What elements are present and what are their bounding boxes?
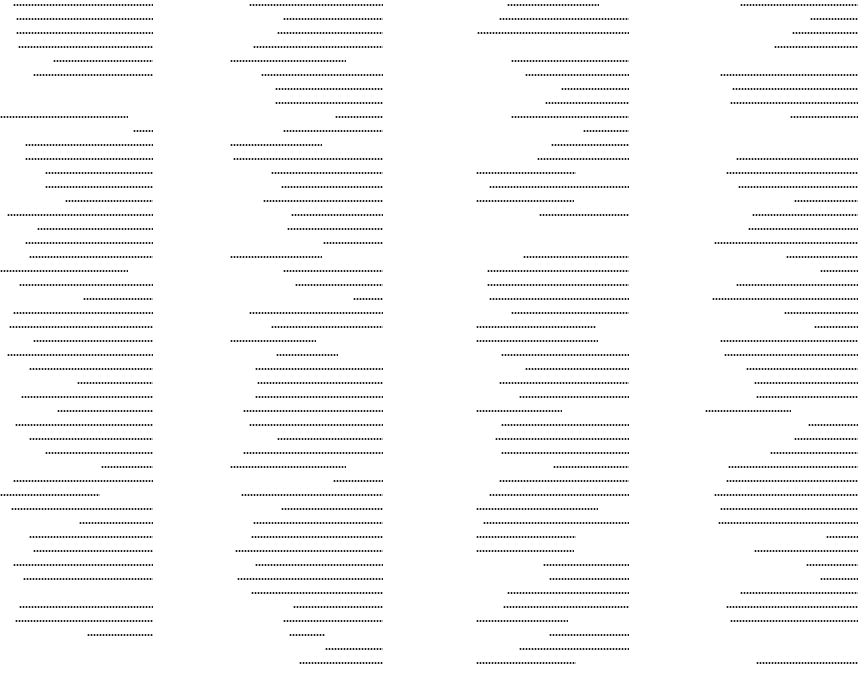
dot-leader: [237, 578, 383, 580]
dot-leader: [732, 88, 858, 90]
dot-leader: [501, 424, 629, 426]
dot-leader: [511, 312, 629, 314]
dot-leader: [792, 32, 858, 34]
dot-leader: [241, 494, 383, 496]
dot-leader: [25, 158, 153, 160]
dot-leader: [29, 256, 153, 258]
dot-leader: [275, 88, 383, 90]
dot-leader: [525, 368, 629, 370]
dot-leader: [263, 200, 383, 202]
dot-leader: [507, 592, 629, 594]
dot-leader: [820, 270, 858, 272]
dot-leader: [543, 564, 629, 566]
dot-leader: [243, 452, 383, 454]
dot-leader: [814, 326, 858, 328]
dot-leader: [736, 158, 858, 160]
dot-leader-column-2: [230, 0, 383, 675]
dot-leader: [545, 102, 629, 104]
dot-leader: [33, 550, 153, 552]
dot-leader: [233, 158, 383, 160]
dot-leader: [293, 606, 383, 608]
dot-leader: [29, 438, 153, 440]
dot-leader: [476, 340, 598, 342]
dot-leader: [21, 396, 153, 398]
dot-leader: [810, 18, 858, 20]
dot-leader: [9, 326, 153, 328]
dot-leader: [271, 172, 383, 174]
dot-leader: [277, 438, 383, 440]
dot-leader: [756, 396, 858, 398]
dot-leader-column-4: [705, 0, 858, 675]
dot-leader: [230, 340, 316, 342]
dot-leader: [289, 634, 325, 636]
dot-leader: [323, 242, 383, 244]
dot-leader: [255, 368, 383, 370]
dot-leader: [13, 312, 153, 314]
dot-leader: [583, 130, 629, 132]
dot-leader: [291, 214, 383, 216]
dot-leader: [738, 186, 858, 188]
dot-leader: [720, 508, 858, 510]
dot-leader: [746, 368, 858, 370]
dot-leader: [790, 116, 858, 118]
dot-leader: [230, 466, 346, 468]
dot-leader: [335, 116, 383, 118]
dot-leader: [325, 648, 383, 650]
dot-leader: [720, 74, 858, 76]
dot-leader: [276, 354, 338, 356]
dot-leader: [752, 214, 858, 216]
dot-leader: [770, 452, 858, 454]
dot-leader: [476, 200, 574, 202]
dot-leader: [826, 536, 858, 538]
dot-leader: [33, 74, 153, 76]
dot-leader: [45, 172, 153, 174]
dot-leader: [549, 578, 629, 580]
dot-leader: [724, 354, 858, 356]
dot-leader: [353, 298, 383, 300]
dot-leader: [7, 354, 153, 356]
dot-leader: [511, 116, 629, 118]
dot-leader: [281, 508, 383, 510]
dot-leader: [476, 536, 576, 538]
dot-leader: [281, 186, 383, 188]
dot-leader: [794, 200, 858, 202]
dot-leader: [29, 368, 153, 370]
dot-leader: [45, 452, 153, 454]
dot-leader: [283, 18, 383, 20]
dot-leader: [499, 382, 629, 384]
dot-leader: [15, 620, 153, 622]
dot-leader: [487, 270, 629, 272]
dot-leader: [261, 74, 383, 76]
dot-leader: [561, 88, 629, 90]
dot-leader: [720, 340, 858, 342]
dot-leader: [525, 74, 629, 76]
dot-leader: [283, 620, 383, 622]
dot-leader: [551, 144, 629, 146]
dot-leader: [730, 620, 858, 622]
dot-leader: [243, 410, 383, 412]
dot-leader: [7, 214, 153, 216]
dot-leader: [740, 4, 858, 6]
dot-leader: [83, 298, 153, 300]
dot-leader: [249, 312, 383, 314]
dot-leader: [13, 4, 153, 6]
dot-leader: [77, 382, 153, 384]
dot-leader: [101, 466, 153, 468]
dot-leader: [11, 508, 153, 510]
dot-leader: [476, 662, 576, 664]
dot-leader: [726, 172, 858, 174]
dot-leader: [37, 228, 153, 230]
dot-leader: [794, 438, 858, 440]
dot-leader: [489, 494, 629, 496]
dot-leader: [714, 242, 858, 244]
dot-leader: [726, 480, 858, 482]
dot-leader: [712, 298, 858, 300]
dot-leader: [25, 144, 153, 146]
dot-leader: [503, 606, 629, 608]
dot-leader: [756, 662, 858, 664]
dot-leader: [19, 284, 153, 286]
dot-leader: [65, 200, 153, 202]
dot-leader-column-1: [0, 0, 153, 675]
dot-leader: [476, 410, 562, 412]
dot-leader: [57, 410, 153, 412]
dot-leader: [476, 326, 596, 328]
dot-leader: [0, 116, 128, 118]
dot-leader: [18, 46, 153, 48]
dot-leader: [230, 60, 346, 62]
dot-leader: [133, 130, 153, 132]
dot-leader: [705, 410, 791, 412]
dot-leader: [740, 592, 858, 594]
dot-leader: [79, 522, 153, 524]
dot-leader: [754, 382, 858, 384]
dot-leader: [287, 228, 383, 230]
dot-leader: [23, 578, 153, 580]
dot-leader: [476, 508, 598, 510]
dot-leader: [253, 522, 383, 524]
dot-leader: [511, 60, 629, 62]
dot-leader: [271, 326, 383, 328]
dot-leader: [754, 550, 858, 552]
dot-leader: [786, 256, 858, 258]
dot-leader: [806, 564, 858, 566]
dot-leader: [295, 284, 383, 286]
dot-leader: [230, 256, 322, 258]
dot-leader: [29, 536, 153, 538]
dot-leader: [13, 564, 153, 566]
dot-leader: [495, 438, 629, 440]
dot-leader: [253, 46, 383, 48]
dot-leader: [277, 32, 383, 34]
dot-leader: [283, 130, 383, 132]
dot-leader: [251, 536, 383, 538]
dot-leader: [257, 382, 383, 384]
dot-leader: [476, 620, 568, 622]
dot-leader: [519, 396, 629, 398]
dot-leader: [519, 648, 629, 650]
dot-leader-column-3: [476, 0, 629, 675]
dot-leader: [501, 452, 629, 454]
dot-leader: [477, 32, 629, 34]
dot-leader: [553, 466, 629, 468]
dot-leader: [539, 214, 629, 216]
dot-leader: [730, 102, 858, 104]
dot-leader: [728, 466, 858, 468]
dot-leader: [714, 494, 858, 496]
dot-leader: [0, 494, 100, 496]
dot-leader: [16, 18, 153, 20]
dot-leader: [820, 578, 858, 580]
dot-leader: [537, 158, 629, 160]
dot-leader: [499, 480, 629, 482]
dot-leader: [251, 592, 383, 594]
dot-leader: [507, 4, 599, 6]
dot-leader: [333, 480, 383, 482]
dot-leader: [16, 32, 153, 34]
dot-leader: [808, 424, 858, 426]
dot-leader: [15, 424, 153, 426]
dot-leader: [489, 186, 629, 188]
dot-leader: [19, 606, 153, 608]
dot-leader: [249, 424, 383, 426]
dot-leader: [476, 550, 574, 552]
dot-leader: [499, 18, 629, 20]
dot-leader: [487, 284, 629, 286]
dot-leader: [249, 4, 383, 6]
dot-leader: [45, 186, 153, 188]
dot-leader: [230, 144, 322, 146]
dot-leader: [501, 354, 629, 356]
dot-leader: [33, 340, 153, 342]
dot-leader: [13, 480, 153, 482]
dot-leader: [275, 102, 383, 104]
dot-leader: [87, 634, 153, 636]
dot-leader: [255, 396, 383, 398]
dot-leader: [255, 564, 383, 566]
dot-leader: [489, 298, 629, 300]
dot-leader: [736, 284, 858, 286]
dot-leader: [718, 522, 858, 524]
dot-leader: [476, 172, 576, 174]
dot-leader: [774, 46, 858, 48]
dot-leader: [726, 606, 858, 608]
dot-leader: [235, 550, 383, 552]
dot-leader: [483, 522, 629, 524]
dot-leader: [523, 256, 629, 258]
dot-leader: [748, 228, 858, 230]
dot-leader: [53, 60, 153, 62]
dot-leader: [784, 312, 858, 314]
dot-leader: [283, 270, 383, 272]
dot-leader: [549, 634, 629, 636]
dot-leader: [25, 242, 153, 244]
dot-leader: [299, 662, 383, 664]
dot-leader: [0, 270, 128, 272]
